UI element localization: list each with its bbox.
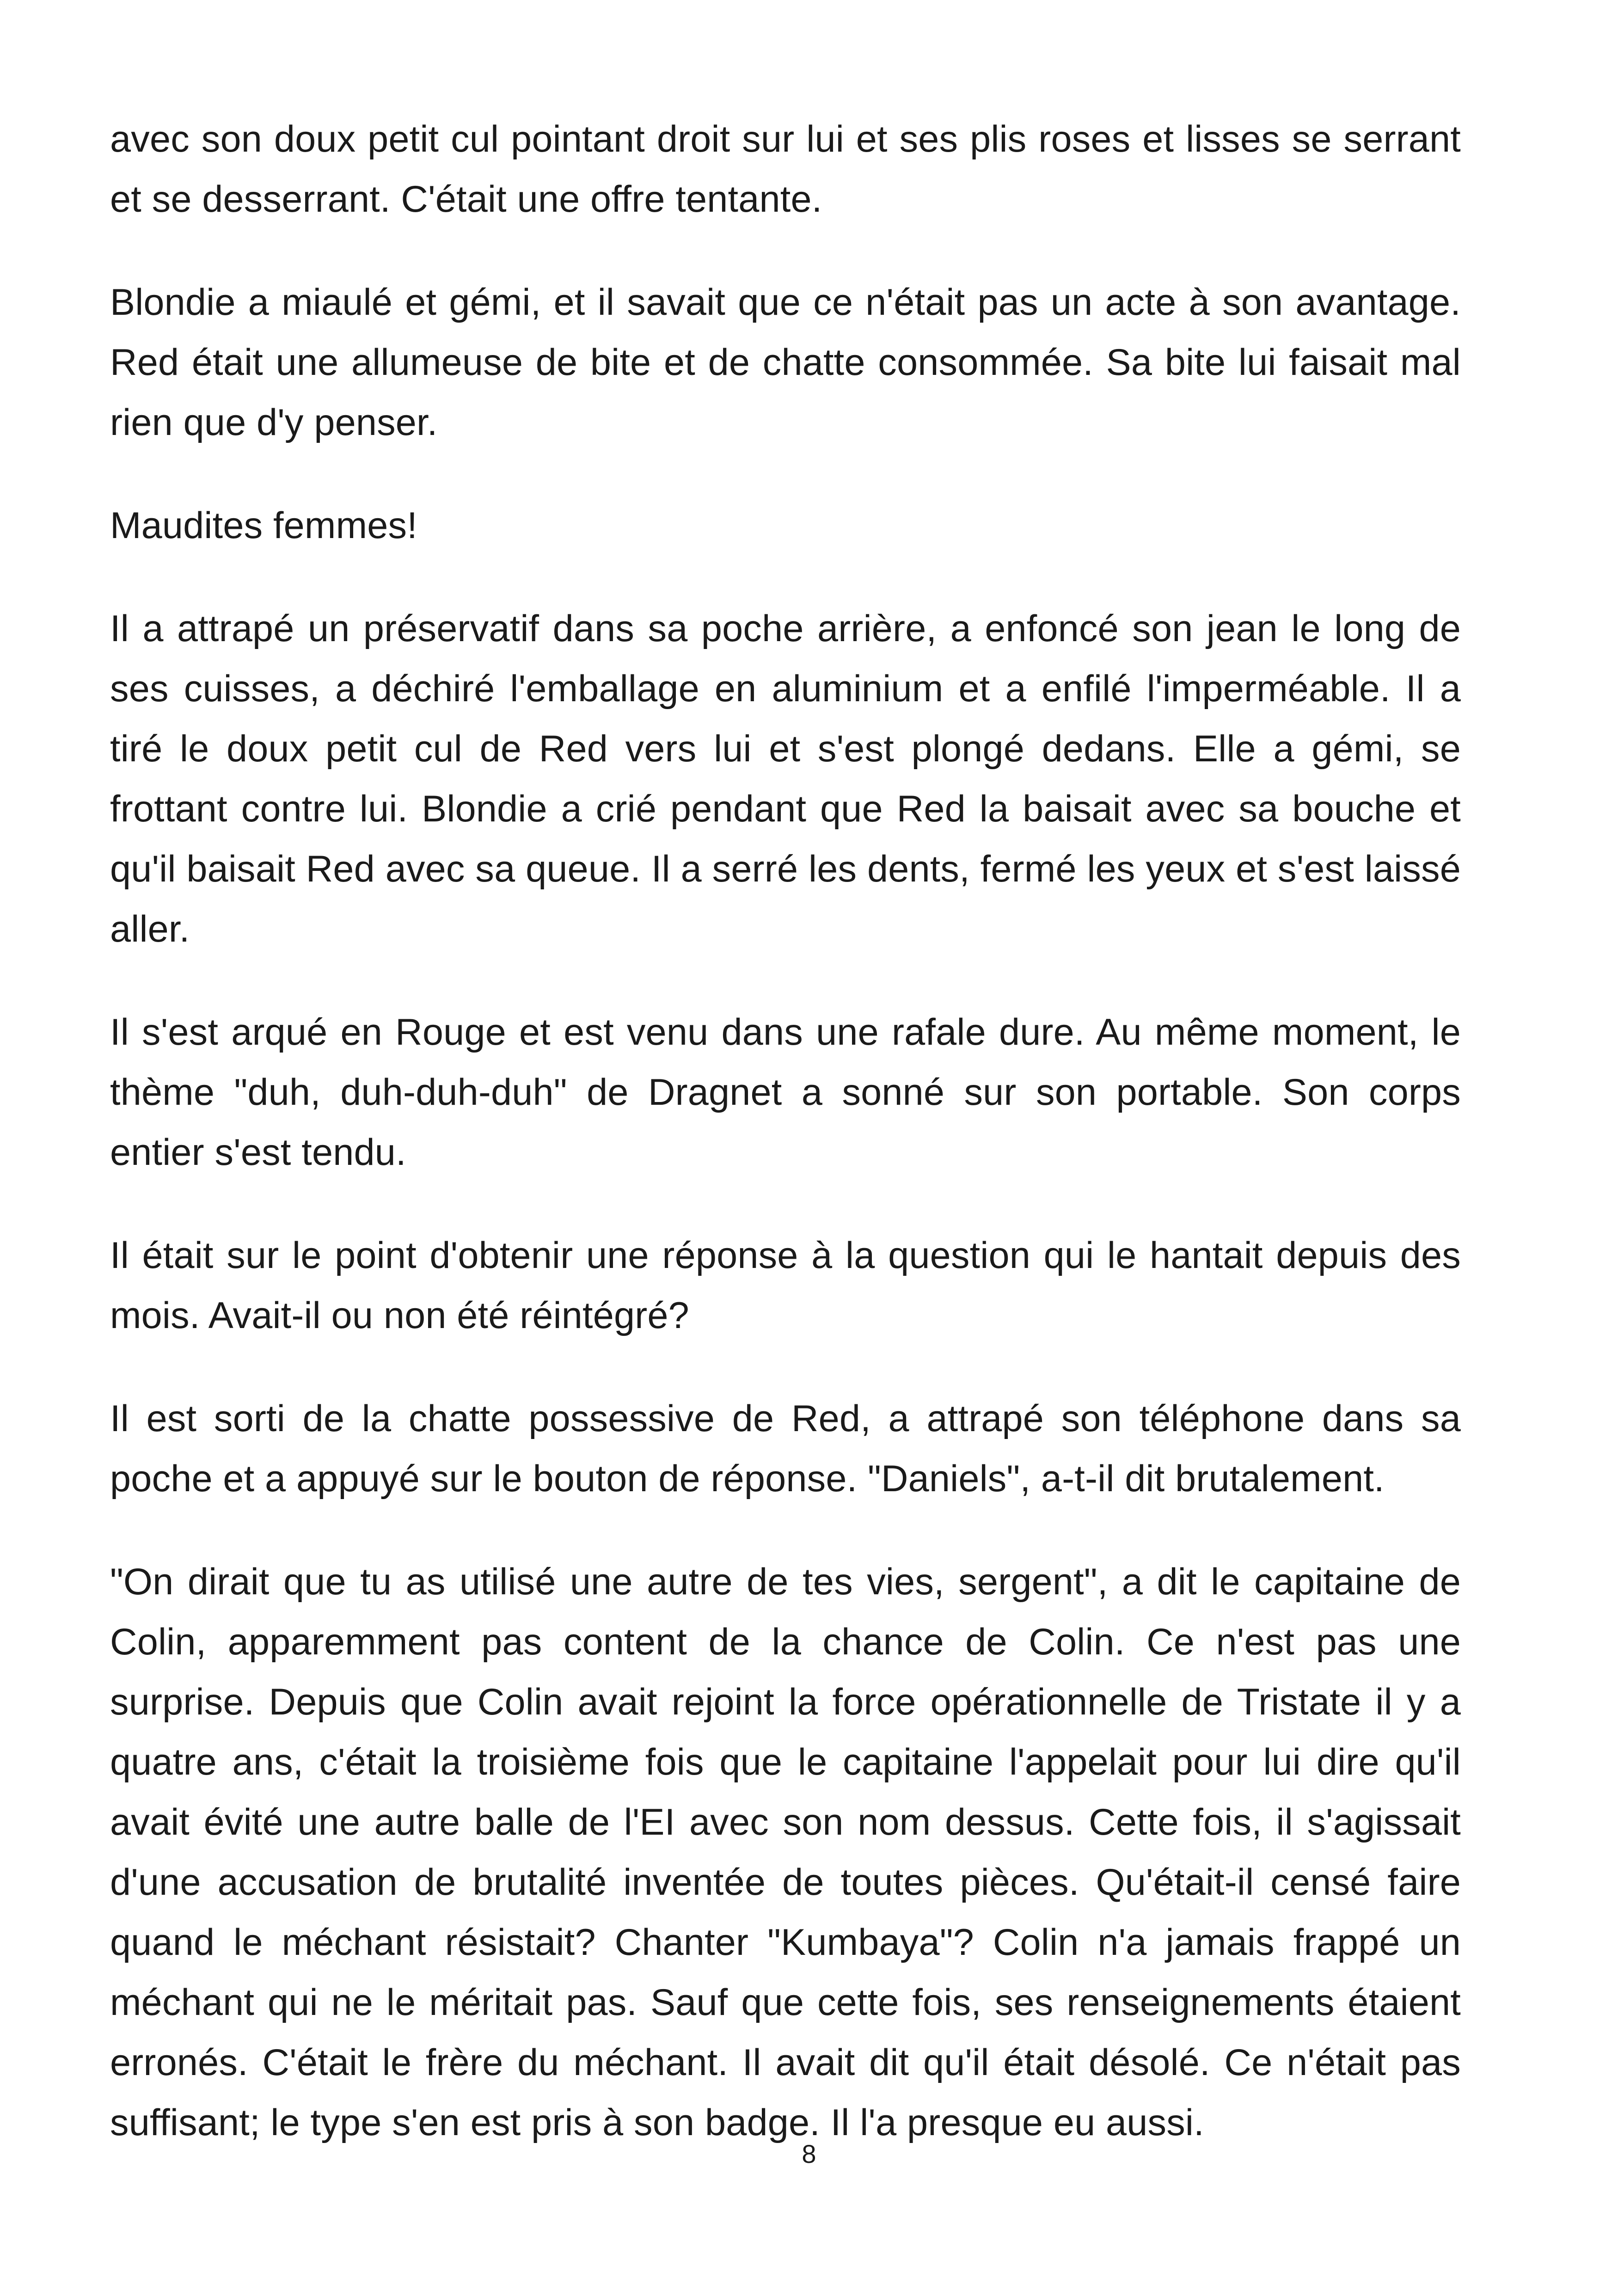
page-number: 8 [802, 2139, 816, 2168]
paragraph: Maudites femmes! [110, 505, 417, 546]
paragraph: "On dirait que tu as utilisé une autre de tes vies, sergent", a dit le capitaine de Colin, apparemment pas content de la chance de Colin. Ce n'est pas une surprise. Depuis que Colin avait rejoint la force opérationnelle de Tristate il y a quatre ans, c'était la troisième fois que le capitaine l'appelait pour lui dire qu'il avait évité une autre balle de l'EI avec son nom dessus. Cette fois, il s'agissait d'une accusation de brutalité inventée de toutes pièces. Qu'était-il censé faire quand le méchant résistait? Chanter "Kumbaya"? Colin n'a jamais frappé un méchant qui ne le méritait pas. Sauf que cette fois, ses renseignements étaient erronés. C'était le frère du méchant. Il avait dit qu'il était désolé. Ce n'était pas suffisant; le type s'en est pris à son badge. Il l'a presque eu aussi. [110, 1561, 1461, 2143]
body-text [110, 109, 1461, 2196]
paragraph: Il est sorti de la chatte possessive de Red, a attrapé son téléphone dans sa poche et a appuyé sur le bouton de réponse. "Daniels", a-t-il dit brutalement. [110, 1398, 1461, 1500]
paragraph: Il était sur le point d'obtenir une réponse à la question qui le hantait depuis des mois. Avait-il ou non été réintégré? [110, 1235, 1461, 1336]
paragraph: avec son doux petit cul pointant droit sur lui et ses plis roses et lisses se serrant et se desserrant. C'était une offre tentante. [110, 118, 1461, 220]
paragraph: Il a attrapé un préservatif dans sa poche arrière, a enfoncé son jean le long de ses cuisses, a déchiré l'emballage en aluminium et a enfilé l'imperméable. Il a tiré le doux petit cul de Red vers lui et s'est plongé dedans. Elle a gémi, se frottant contre lui. Blondie a crié pendant que Red la baisait avec sa bouche et qu'il baisait Red avec sa queue. Il a serré les dents, fermé les yeux et s'est laissé aller. [110, 608, 1461, 950]
paragraph: Blondie a miaulé et gémi, et il savait que ce n'était pas un acte à son avantage. Red était une allumeuse de bite et de chatte consommée. Sa bite lui faisait mal rien que d'y penser. [110, 282, 1461, 443]
paragraph: Il s'est arqué en Rouge et est venu dans une rafale dure. Au même moment, le thème "duh, duh-duh-duh" de Dragnet a sonné sur son portable. Son corps entier s'est tendu. [110, 1011, 1461, 1173]
